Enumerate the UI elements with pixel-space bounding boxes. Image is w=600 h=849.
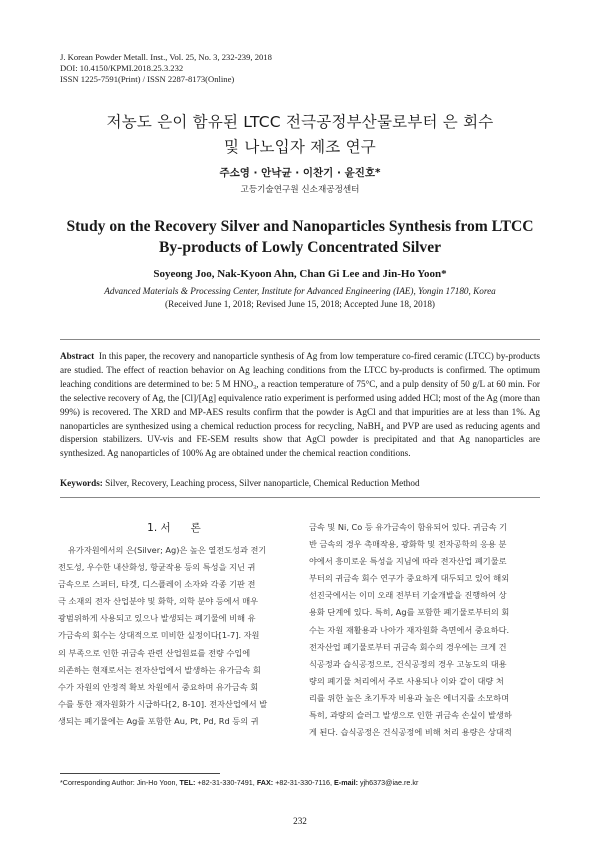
left-column	[58, 542, 290, 730]
journal-info	[60, 52, 272, 85]
text-line: 리를 위한 높은 초기투자 비용과 높은 에너지를 소모하며	[309, 692, 510, 703]
abstract-text: In this paper, the recovery and nanoparticle synthesis of Ag from low temperature co-fired ceramic (LTCC) by-products are studied. The effect of reaction behavior on Ag leaching conditions from the LTCC by-products is confirmed. The optimum leaching conditions are determined to be: 5 M HNO₃, a reaction temperature of 75°C, and a pulp density of 50 g/L at 60 min. For the selective recovery of Ag, the [Cl]/[Ag] equivalence ratio experiment is performed using added HCl; most of the Ag (more than 99%) is recovered. The XRD and MP-AES results confirm that the powder is AgCl and that impurities are at less than 1%. Ag nanoparticles are synthesized using a chemical reduction process for recycling, NaBH₄ and PVP are used as reducing agents and dispersion stabilizers. UV-vis and FE-SEM results show that AgCl powder is precipitated and that Ag nanoparticles are synthesized. Ag nanoparticles of 100% Ag are obtained under the chemical reaction conditions.	[60, 351, 540, 459]
footnote-email: yjh6373@iae.re.kr	[359, 778, 419, 787]
abstract-top-rule	[60, 339, 540, 340]
keywords	[60, 478, 540, 488]
text-line: 수는 자원 재활용과 나아가 재자원화 측면에서 중요하다.	[309, 624, 510, 635]
english-affiliation: Advanced Materials & Processing Center, Institute for Advanced Engineering (IAE), Yongin 17180, Korea	[104, 286, 496, 296]
footnote-fax: +82-31-330-7116,	[275, 778, 332, 787]
text-line: 의 부족으로 인한 귀금속 관련 산업원료를 전량 수입에	[58, 647, 251, 658]
korean-title-line-1: 저농도 은이 함유된 LTCC 전극공정부산물로부터 은 회수	[106, 113, 494, 131]
text-line: 광범위하게 사용되고 있으나 발생되는 폐기물에 비해 유	[58, 613, 256, 624]
keywords-text: Silver, Recovery, Leaching process, Silver nanoparticle, Chemical Reduction Method	[105, 478, 420, 488]
korean-title-line-2: 및 나노입자 제조 연구	[224, 138, 376, 156]
text-line: 수가 자원의 안정적 확보 차원에서 중요하며 유가금속 회	[58, 681, 259, 692]
text-line: 전자산업 폐기물로부터 귀금속 회수의 경우에는 크게 건	[309, 641, 507, 652]
journal-doi: DOI: 10.4150/KPMI.2018.25.3.232	[60, 63, 184, 73]
footnote-email-label: E-mail:	[334, 778, 358, 787]
right-column	[309, 519, 541, 741]
footnote-tel: +82-31-330-7491,	[197, 778, 255, 787]
text-line: 게 된다. 습식공정은 건식공정에 비해 처리 용량은 상대적	[309, 727, 512, 738]
section-heading-introduction: 1. 서 론	[147, 522, 201, 534]
text-line: 극 소재의 전자 산업분야 및 화학, 의학 분야 등에서 매우	[58, 596, 259, 607]
english-authors: Soyeong Joo, Nak-Kyoon Ahn, Chan Gi Lee and Jin-Ho Yoon*	[153, 268, 447, 280]
text-line: 의존하는 현재로서는 전자산업에서 발생하는 유가금속 회	[58, 664, 261, 675]
journal-citation: J. Korean Powder Metall. Inst., Vol. 25, No. 3, 232-239, 2018	[60, 52, 272, 62]
text-line: 전도성, 우수한 내산화성, 항균작용 등의 특성을 지닌 귀	[58, 562, 256, 573]
footnote-rule	[60, 773, 220, 774]
text-line: 수를 통한 재자원화가 시급하다[2, 8-10]. 전자산업에서 발	[58, 698, 268, 709]
text-line: 용화 단계에 있다. 특히, Ag를 포함한 폐기물로부터의 회	[309, 607, 510, 618]
text-line: 생되는 폐기물에는 Ag를 포함한 Au, Pt, Pd, Rd 등의 귀	[58, 715, 259, 726]
text-line: 량의 폐기물 처리에서 주로 사용되나 이와 같이 대량 처	[309, 675, 504, 686]
korean-authors: 주소영 · 안낙균 · 이찬기 · 윤진호*	[219, 167, 381, 179]
text-line: 유가자원에서의 은(Silver; Ag)은 높은 열전도성과 전기	[68, 545, 267, 555]
footnote-author: *Corresponding Author: Jin-Ho Yoon,	[60, 778, 178, 787]
english-title	[40, 216, 560, 258]
text-line: 야에서 흥미로운 특성을 지님에 따라 전자산업 폐기물로	[309, 556, 507, 567]
journal-issn: ISSN 1225-7591(Print) / ISSN 2287-8173(Online)	[60, 74, 235, 84]
page-number: 232	[293, 816, 307, 826]
abstract	[60, 350, 540, 461]
keywords-label: Keywords:	[60, 478, 103, 488]
received-dates: (Received June 1, 2018; Revised June 15, 2018; Accepted June 18, 2018)	[165, 299, 435, 309]
footnote-fax-label: FAX:	[256, 778, 274, 787]
abstract-bottom-rule	[60, 497, 540, 498]
text-line: 선진국에서는 이미 오래 전부터 기술개발을 진행하여 상	[309, 590, 507, 601]
footnote-tel-label: TEL:	[179, 778, 196, 787]
text-line: 특히, 과량의 슬러그 발생으로 인한 귀금속 손실이 발생하	[309, 710, 512, 721]
korean-title	[0, 110, 600, 160]
english-title-line-2: By-products of Lowly Concentrated Silver	[158, 239, 442, 256]
abstract-label: Abstract	[60, 351, 95, 361]
text-line: 금속으로 스퍼터, 타겟, 디스플레이 소자와 각종 기판 전	[58, 579, 256, 590]
text-line: 반 금속의 경우 촉매작용, 광화학 및 전자공학의 응용 분	[309, 539, 507, 550]
korean-affiliation: 고등기술연구원 신소재공정센터	[240, 185, 360, 195]
footnote	[60, 778, 418, 787]
text-line: 식공정과 습식공정으로, 건식공정의 경우 고농도의 대용	[309, 658, 507, 669]
english-title-line-1: Study on the Recovery Silver and Nanoparticles Synthesis from LTCC	[66, 218, 534, 235]
text-line: 가금속의 회수는 상대적으로 미비한 실정이다[1-7]. 자원	[58, 630, 260, 641]
text-line: 부터의 귀금속 회수 연구가 중요하게 대두되고 있어 해외	[309, 573, 510, 584]
text-line: 금속 및 Ni, Co 등 유가금속이 함유되어 있다. 귀금속 기	[309, 522, 508, 532]
